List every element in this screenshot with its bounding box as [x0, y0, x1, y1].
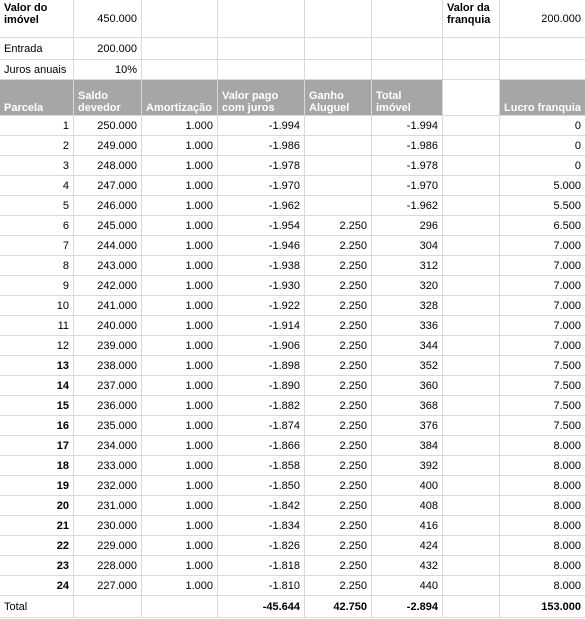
empty-cell[interactable] — [305, 38, 372, 60]
total-ganho[interactable]: 42.750 — [305, 596, 372, 618]
cell-saldo[interactable]: 232.000 — [74, 476, 142, 496]
empty-cell[interactable] — [443, 476, 500, 496]
label-valor-franquia[interactable]: Valor da franquia — [443, 0, 500, 38]
cell-ganho[interactable] — [305, 196, 372, 216]
cell-ganho[interactable]: 2.250 — [305, 476, 372, 496]
cell-amort[interactable]: 1.000 — [142, 156, 218, 176]
cell-total[interactable]: 392 — [372, 456, 443, 476]
cell-amort[interactable]: 1.000 — [142, 196, 218, 216]
cell-amort[interactable]: 1.000 — [142, 396, 218, 416]
cell-total[interactable]: 320 — [372, 276, 443, 296]
cell-total[interactable]: 440 — [372, 576, 443, 596]
cell-pago[interactable]: -1.818 — [218, 556, 305, 576]
cell-total[interactable]: 424 — [372, 536, 443, 556]
cell-ganho[interactable]: 2.250 — [305, 416, 372, 436]
cell-parcela[interactable]: 14 — [0, 376, 74, 396]
cell-pago[interactable]: -1.978 — [218, 156, 305, 176]
cell-amort[interactable]: 1.000 — [142, 416, 218, 436]
empty-cell[interactable] — [142, 596, 218, 618]
cell-ganho[interactable]: 2.250 — [305, 396, 372, 416]
cell-lucro[interactable]: 7.500 — [500, 416, 586, 436]
empty-cell[interactable] — [443, 176, 500, 196]
cell-amort[interactable]: 1.000 — [142, 356, 218, 376]
cell-amort[interactable]: 1.000 — [142, 316, 218, 336]
cell-lucro[interactable]: 7.000 — [500, 236, 586, 256]
cell-ganho[interactable]: 2.250 — [305, 576, 372, 596]
empty-cell[interactable] — [372, 38, 443, 60]
empty-cell[interactable] — [443, 316, 500, 336]
empty-cell[interactable] — [500, 60, 586, 80]
empty-cell[interactable] — [443, 60, 500, 80]
cell-parcela[interactable]: 16 — [0, 416, 74, 436]
empty-cell[interactable] — [443, 416, 500, 436]
cell-saldo[interactable]: 230.000 — [74, 516, 142, 536]
cell-pago[interactable]: -1.962 — [218, 196, 305, 216]
empty-cell[interactable] — [305, 60, 372, 80]
empty-cell[interactable] — [443, 496, 500, 516]
cell-ganho[interactable]: 2.250 — [305, 236, 372, 256]
cell-ganho[interactable] — [305, 156, 372, 176]
cell-amort[interactable]: 1.000 — [142, 496, 218, 516]
cell-amort[interactable]: 1.000 — [142, 216, 218, 236]
cell-total[interactable]: 376 — [372, 416, 443, 436]
empty-cell[interactable] — [218, 0, 305, 38]
empty-cell[interactable] — [443, 196, 500, 216]
cell-amort[interactable]: 1.000 — [142, 116, 218, 136]
cell-lucro[interactable]: 7.500 — [500, 376, 586, 396]
cell-pago[interactable]: -1.858 — [218, 456, 305, 476]
cell-pago[interactable]: -1.882 — [218, 396, 305, 416]
cell-pago[interactable]: -1.850 — [218, 476, 305, 496]
cell-lucro[interactable]: 7.000 — [500, 256, 586, 276]
cell-lucro[interactable]: 7.500 — [500, 356, 586, 376]
cell-parcela[interactable]: 11 — [0, 316, 74, 336]
empty-cell[interactable] — [443, 216, 500, 236]
cell-parcela[interactable]: 8 — [0, 256, 74, 276]
cell-ganho[interactable]: 2.250 — [305, 436, 372, 456]
cell-saldo[interactable]: 233.000 — [74, 456, 142, 476]
cell-saldo[interactable]: 235.000 — [74, 416, 142, 436]
cell-lucro[interactable]: 7.000 — [500, 276, 586, 296]
cell-parcela[interactable]: 15 — [0, 396, 74, 416]
empty-cell[interactable] — [372, 60, 443, 80]
cell-lucro[interactable]: 8.000 — [500, 496, 586, 516]
cell-amort[interactable]: 1.000 — [142, 436, 218, 456]
cell-lucro[interactable]: 0 — [500, 116, 586, 136]
cell-pago[interactable]: -1.922 — [218, 296, 305, 316]
cell-saldo[interactable]: 228.000 — [74, 556, 142, 576]
cell-total[interactable]: -1.986 — [372, 136, 443, 156]
cell-parcela[interactable]: 10 — [0, 296, 74, 316]
cell-amort[interactable]: 1.000 — [142, 236, 218, 256]
cell-saldo[interactable]: 250.000 — [74, 116, 142, 136]
value-valor-franquia[interactable]: 200.000 — [500, 0, 586, 38]
cell-parcela[interactable]: 18 — [0, 456, 74, 476]
cell-saldo[interactable]: 227.000 — [74, 576, 142, 596]
cell-parcela[interactable]: 9 — [0, 276, 74, 296]
empty-cell[interactable] — [443, 276, 500, 296]
cell-total[interactable]: 328 — [372, 296, 443, 316]
cell-saldo[interactable]: 243.000 — [74, 256, 142, 276]
cell-lucro[interactable]: 8.000 — [500, 576, 586, 596]
empty-cell[interactable] — [443, 376, 500, 396]
label-valor-imovel[interactable]: Valor do imóvel — [0, 0, 74, 38]
empty-cell[interactable] — [305, 0, 372, 38]
cell-saldo[interactable]: 239.000 — [74, 336, 142, 356]
cell-lucro[interactable]: 0 — [500, 136, 586, 156]
cell-parcela[interactable]: 22 — [0, 536, 74, 556]
empty-cell[interactable] — [142, 0, 218, 38]
cell-lucro[interactable]: 7.000 — [500, 316, 586, 336]
cell-saldo[interactable]: 247.000 — [74, 176, 142, 196]
value-juros[interactable]: 10% — [74, 60, 142, 80]
empty-cell[interactable] — [443, 396, 500, 416]
header-valor-pago[interactable]: Valor pago com juros — [218, 80, 305, 116]
header-amortizacao[interactable]: Amortização — [142, 80, 218, 116]
cell-ganho[interactable]: 2.250 — [305, 536, 372, 556]
header-ganho-aluguel[interactable]: Ganho Aluguel — [305, 80, 372, 116]
cell-total[interactable]: -1.962 — [372, 196, 443, 216]
cell-saldo[interactable]: 234.000 — [74, 436, 142, 456]
cell-saldo[interactable]: 238.000 — [74, 356, 142, 376]
cell-ganho[interactable]: 2.250 — [305, 556, 372, 576]
cell-ganho[interactable] — [305, 176, 372, 196]
cell-amort[interactable]: 1.000 — [142, 456, 218, 476]
cell-parcela[interactable]: 2 — [0, 136, 74, 156]
empty-cell[interactable] — [443, 256, 500, 276]
cell-ganho[interactable]: 2.250 — [305, 496, 372, 516]
cell-parcela[interactable]: 1 — [0, 116, 74, 136]
empty-cell[interactable] — [443, 556, 500, 576]
empty-cell[interactable] — [142, 60, 218, 80]
total-imovel[interactable]: -2.894 — [372, 596, 443, 618]
cell-total[interactable]: -1.970 — [372, 176, 443, 196]
cell-saldo[interactable]: 236.000 — [74, 396, 142, 416]
value-entrada[interactable]: 200.000 — [74, 38, 142, 60]
cell-total[interactable]: 408 — [372, 496, 443, 516]
empty-cell[interactable] — [443, 576, 500, 596]
cell-total[interactable]: 344 — [372, 336, 443, 356]
cell-pago[interactable]: -1.954 — [218, 216, 305, 236]
cell-saldo[interactable]: 244.000 — [74, 236, 142, 256]
empty-cell[interactable] — [443, 38, 500, 60]
empty-cell[interactable] — [443, 536, 500, 556]
cell-pago[interactable]: -1.890 — [218, 376, 305, 396]
cell-amort[interactable]: 1.000 — [142, 136, 218, 156]
cell-lucro[interactable]: 7.000 — [500, 336, 586, 356]
total-label[interactable]: Total — [0, 596, 74, 618]
cell-parcela[interactable]: 6 — [0, 216, 74, 236]
cell-parcela[interactable]: 3 — [0, 156, 74, 176]
empty-cell[interactable] — [372, 0, 443, 38]
cell-ganho[interactable] — [305, 116, 372, 136]
cell-parcela[interactable]: 21 — [0, 516, 74, 536]
cell-lucro[interactable]: 7.500 — [500, 396, 586, 416]
cell-pago[interactable]: -1.994 — [218, 116, 305, 136]
cell-saldo[interactable]: 246.000 — [74, 196, 142, 216]
cell-total[interactable]: 368 — [372, 396, 443, 416]
cell-saldo[interactable]: 242.000 — [74, 276, 142, 296]
cell-amort[interactable]: 1.000 — [142, 376, 218, 396]
empty-cell[interactable] — [443, 456, 500, 476]
cell-pago[interactable]: -1.842 — [218, 496, 305, 516]
cell-pago[interactable]: -1.914 — [218, 316, 305, 336]
cell-parcela[interactable]: 12 — [0, 336, 74, 356]
empty-cell[interactable] — [443, 596, 500, 618]
cell-pago[interactable]: -1.874 — [218, 416, 305, 436]
cell-total[interactable]: 352 — [372, 356, 443, 376]
cell-parcela[interactable]: 20 — [0, 496, 74, 516]
cell-total[interactable]: 400 — [372, 476, 443, 496]
cell-total[interactable]: 296 — [372, 216, 443, 236]
cell-parcela[interactable]: 23 — [0, 556, 74, 576]
empty-cell[interactable] — [443, 436, 500, 456]
cell-amort[interactable]: 1.000 — [142, 276, 218, 296]
cell-total[interactable]: 432 — [372, 556, 443, 576]
cell-saldo[interactable]: 240.000 — [74, 316, 142, 336]
empty-cell[interactable] — [443, 356, 500, 376]
cell-parcela[interactable]: 19 — [0, 476, 74, 496]
empty-cell[interactable] — [218, 60, 305, 80]
cell-parcela[interactable]: 24 — [0, 576, 74, 596]
cell-total[interactable]: 360 — [372, 376, 443, 396]
empty-cell[interactable] — [443, 236, 500, 256]
empty-cell[interactable] — [443, 336, 500, 356]
cell-parcela[interactable]: 17 — [0, 436, 74, 456]
cell-total[interactable]: 312 — [372, 256, 443, 276]
empty-cell[interactable] — [443, 80, 500, 116]
cell-lucro[interactable]: 5.500 — [500, 196, 586, 216]
cell-lucro[interactable]: 8.000 — [500, 456, 586, 476]
empty-cell[interactable] — [142, 38, 218, 60]
cell-saldo[interactable]: 241.000 — [74, 296, 142, 316]
cell-parcela[interactable]: 4 — [0, 176, 74, 196]
value-valor-imovel[interactable]: 450.000 — [74, 0, 142, 38]
cell-ganho[interactable]: 2.250 — [305, 336, 372, 356]
cell-ganho[interactable]: 2.250 — [305, 256, 372, 276]
cell-pago[interactable]: -1.898 — [218, 356, 305, 376]
cell-amort[interactable]: 1.000 — [142, 256, 218, 276]
header-saldo-devedor[interactable]: Saldo devedor — [74, 80, 142, 116]
cell-lucro[interactable]: 8.000 — [500, 436, 586, 456]
cell-amort[interactable]: 1.000 — [142, 556, 218, 576]
cell-amort[interactable]: 1.000 — [142, 476, 218, 496]
cell-parcela[interactable]: 7 — [0, 236, 74, 256]
cell-lucro[interactable]: 5.000 — [500, 176, 586, 196]
cell-pago[interactable]: -1.930 — [218, 276, 305, 296]
empty-cell[interactable] — [443, 296, 500, 316]
cell-lucro[interactable]: 6.500 — [500, 216, 586, 236]
cell-total[interactable]: 416 — [372, 516, 443, 536]
empty-cell[interactable] — [74, 596, 142, 618]
cell-lucro[interactable]: 8.000 — [500, 476, 586, 496]
empty-cell[interactable] — [218, 38, 305, 60]
cell-saldo[interactable]: 237.000 — [74, 376, 142, 396]
cell-ganho[interactable]: 2.250 — [305, 356, 372, 376]
empty-cell[interactable] — [443, 156, 500, 176]
total-valor-pago[interactable]: -45.644 — [218, 596, 305, 618]
header-lucro-franquia[interactable]: Lucro franquia — [500, 80, 586, 116]
cell-saldo[interactable]: 248.000 — [74, 156, 142, 176]
cell-total[interactable]: -1.994 — [372, 116, 443, 136]
label-entrada[interactable]: Entrada — [0, 38, 74, 60]
cell-total[interactable]: -1.978 — [372, 156, 443, 176]
cell-ganho[interactable]: 2.250 — [305, 376, 372, 396]
cell-lucro[interactable]: 8.000 — [500, 556, 586, 576]
cell-ganho[interactable]: 2.250 — [305, 456, 372, 476]
cell-lucro[interactable]: 0 — [500, 156, 586, 176]
cell-ganho[interactable]: 2.250 — [305, 296, 372, 316]
cell-total[interactable]: 384 — [372, 436, 443, 456]
label-juros[interactable]: Juros anuais — [0, 60, 74, 80]
cell-pago[interactable]: -1.906 — [218, 336, 305, 356]
cell-pago[interactable]: -1.946 — [218, 236, 305, 256]
cell-parcela[interactable]: 13 — [0, 356, 74, 376]
cell-amort[interactable]: 1.000 — [142, 336, 218, 356]
cell-saldo[interactable]: 229.000 — [74, 536, 142, 556]
cell-amort[interactable]: 1.000 — [142, 296, 218, 316]
cell-parcela[interactable]: 5 — [0, 196, 74, 216]
cell-lucro[interactable]: 8.000 — [500, 516, 586, 536]
total-lucro-franquia[interactable]: 153.000 — [500, 596, 586, 618]
header-total-imovel[interactable]: Total imóvel — [372, 80, 443, 116]
cell-pago[interactable]: -1.938 — [218, 256, 305, 276]
cell-pago[interactable]: -1.834 — [218, 516, 305, 536]
cell-pago[interactable]: -1.986 — [218, 136, 305, 156]
empty-cell[interactable] — [443, 516, 500, 536]
cell-ganho[interactable]: 2.250 — [305, 216, 372, 236]
cell-lucro[interactable]: 7.000 — [500, 296, 586, 316]
cell-ganho[interactable]: 2.250 — [305, 276, 372, 296]
cell-total[interactable]: 304 — [372, 236, 443, 256]
cell-amort[interactable]: 1.000 — [142, 576, 218, 596]
cell-amort[interactable]: 1.000 — [142, 536, 218, 556]
cell-pago[interactable]: -1.970 — [218, 176, 305, 196]
empty-cell[interactable] — [443, 136, 500, 156]
cell-pago[interactable]: -1.866 — [218, 436, 305, 456]
header-parcela[interactable]: Parcela — [0, 80, 74, 116]
cell-ganho[interactable] — [305, 136, 372, 156]
cell-lucro[interactable]: 8.000 — [500, 536, 586, 556]
cell-pago[interactable]: -1.826 — [218, 536, 305, 556]
empty-cell[interactable] — [500, 38, 586, 60]
cell-pago[interactable]: -1.810 — [218, 576, 305, 596]
cell-saldo[interactable]: 249.000 — [74, 136, 142, 156]
cell-ganho[interactable]: 2.250 — [305, 316, 372, 336]
cell-saldo[interactable]: 231.000 — [74, 496, 142, 516]
cell-ganho[interactable]: 2.250 — [305, 516, 372, 536]
cell-saldo[interactable]: 245.000 — [74, 216, 142, 236]
cell-amort[interactable]: 1.000 — [142, 516, 218, 536]
cell-amort[interactable]: 1.000 — [142, 176, 218, 196]
cell-total[interactable]: 336 — [372, 316, 443, 336]
empty-cell[interactable] — [443, 116, 500, 136]
